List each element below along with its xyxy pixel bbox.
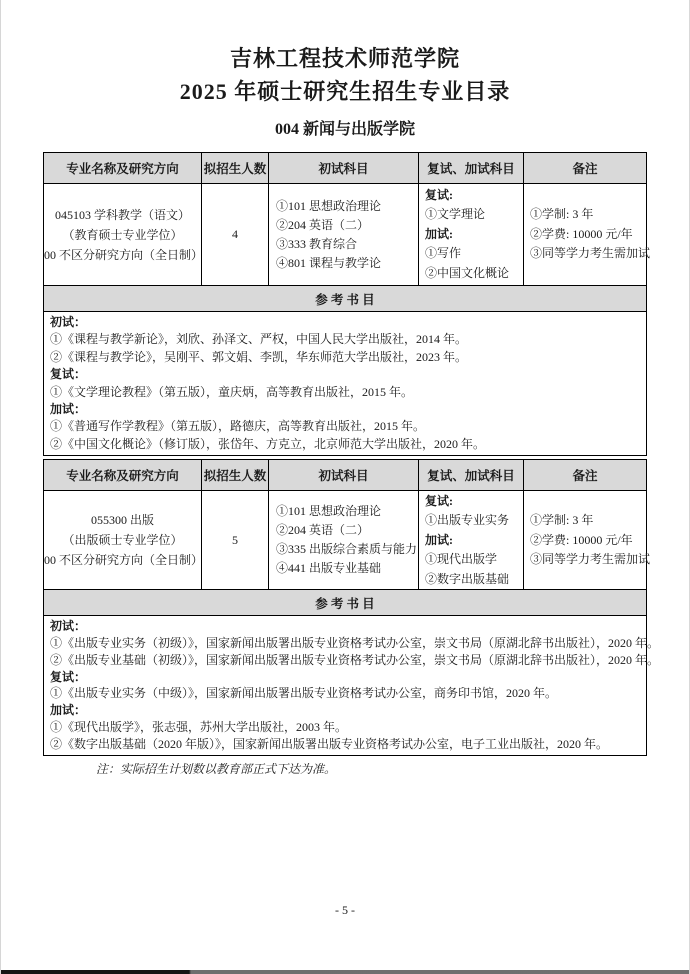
ref-book: ①《现代出版学》，张志强，苏州大学出版社，2003 年。: [50, 720, 348, 735]
catalog-title: 2025 年硕士研究生招生专业目录: [179, 79, 511, 104]
research-direction: 00 不区分研究方向（全日制）: [44, 247, 204, 262]
quota-cell: 4: [202, 184, 269, 286]
major-code-name: 055300 出版: [90, 513, 154, 528]
addtest-subject: ①写作: [425, 246, 462, 261]
reference-header-row: [44, 590, 647, 616]
initial-subject: ③333 教育综合: [276, 236, 358, 251]
header-remarks: 备注: [524, 460, 647, 491]
reference-body-row: [44, 616, 647, 755]
header-initial-subjects: 初试科目: [269, 153, 419, 184]
program-row: [44, 184, 647, 286]
initial-subject: ②204 英语（二）: [276, 217, 370, 232]
addtest-subject: ①现代出版学: [425, 552, 498, 566]
initial-subject: ④441 出版专业基础: [276, 561, 382, 576]
retest-subject: ①文学理论: [425, 207, 486, 222]
ref-book: ②《中国文化概论》（修订版），张岱年、方克立，北京师范大学出版社，2020 年。: [50, 436, 486, 451]
ref-retest-label: 复试：: [50, 367, 87, 382]
retest-subjects-cell: [419, 184, 524, 286]
ref-book: ①《出版专业实务（中级）》，国家新闻出版署出版专业资格考试办公室，商务印书馆，2020 年。: [50, 686, 558, 701]
research-direction: 00 不区分研究方向（全日制）: [44, 553, 204, 568]
retest-subject: ①出版专业实务: [425, 513, 510, 527]
header-quota: 拟招生人数: [202, 153, 269, 184]
initial-subjects-cell: [269, 184, 419, 286]
window-bottom-edge: [1, 970, 689, 974]
major-name-cell: [44, 184, 202, 286]
ref-addtest-label: 加试：: [50, 703, 87, 718]
remark-addtest: ③同等学力考生需加试: [530, 552, 651, 566]
ref-addtest-label: 加试：: [50, 402, 87, 417]
ref-book: ①《普通写作学教程》（第五版），路德庆，高等教育出版社，2015 年。: [50, 419, 426, 434]
header-major-name: 专业名称及研究方向: [44, 153, 202, 184]
header-retest-subjects: 复试、加试科目: [419, 153, 524, 184]
major-code-name: 045103 学科教学（语文）: [54, 207, 190, 222]
reference-body-row: [44, 312, 647, 456]
footnote: 注：实际招生计划数以教育部正式下达为准。: [96, 761, 337, 776]
ref-initial-label: 初试：: [50, 315, 87, 329]
addtest-subject: ②中国文化概论: [425, 265, 510, 280]
reference-books-title: 参 考 书 目: [44, 286, 647, 312]
reference-books-title: 参 考 书 目: [44, 590, 647, 616]
remarks-cell: [524, 184, 651, 286]
reference-books-cell: [44, 312, 647, 456]
program-table-055300: [43, 459, 660, 755]
ref-book: ①《出版专业实务（初级）》，国家新闻出版署出版专业资格考试办公室，崇文书局（原湖北辞书出版社），2020 年。: [50, 636, 660, 651]
page-number: - 5 -: [335, 903, 355, 917]
header-initial-subjects: 初试科目: [269, 460, 419, 491]
reference-books-cell: [44, 616, 660, 755]
retest-subjects-cell: [419, 491, 524, 590]
remark-tuition: ②学费: 10000 元/年: [530, 226, 633, 241]
remark-duration: ①学制: 3 年: [530, 207, 594, 222]
ref-book: ②《出版专业基础（初级）》，国家新闻出版署出版专业资格考试办公室，崇文书局（原湖北辞书出版社），2020 年。: [50, 652, 660, 667]
header-retest-subjects: 复试、加试科目: [419, 460, 524, 491]
ref-initial-label: 初试：: [50, 619, 87, 634]
remark-tuition: ②学费: 10000 元/年: [530, 532, 633, 547]
initial-subject: ④801 课程与教学论: [276, 255, 382, 270]
ref-book: ①《课程与教学新论》，刘欣、孙泽文、严权，中国人民大学出版社，2014 年。: [50, 332, 468, 347]
major-name-cell: [44, 491, 202, 590]
initial-subjects-cell: [269, 491, 419, 590]
initial-subject: ②204 英语（二）: [276, 523, 370, 538]
ref-book: ②《课程与教学论》，吴刚平、郭文娟、李凯，华东师范大学出版社，2023 年。: [50, 349, 468, 364]
quota-cell: 5: [202, 491, 269, 590]
document-header: [1, 0, 689, 143]
ref-retest-label: 复试：: [50, 669, 87, 684]
addtest-label: 加试:: [425, 532, 453, 547]
program-row: [44, 491, 647, 590]
university-title: 吉林工程技术师范学院: [229, 46, 460, 71]
ref-book: ①《文学理论教程》（第五版），童庆炳，高等教育出版社，2015 年。: [50, 384, 414, 399]
ref-book: ②《数字出版基础（2020 年版）》，国家新闻出版署出版专业资格考试办公室，电子工业出版社，2020 年。: [50, 736, 609, 751]
initial-subject: ③335 出版综合素质与能力: [276, 542, 418, 557]
program-table-045103: [43, 152, 651, 456]
addtest-label: 加试:: [425, 226, 453, 241]
school-section-title: 004 新闻与出版学院: [274, 121, 415, 138]
header-major-name: 专业名称及研究方向: [44, 460, 202, 491]
initial-subject: ①101 思想政治理论: [276, 504, 382, 519]
reference-header-row: [44, 286, 647, 312]
degree-type: （教育硕士专业学位）: [62, 227, 183, 242]
initial-subject: ①101 思想政治理论: [276, 198, 382, 213]
table-header-row: [44, 153, 647, 184]
retest-label: 复试:: [425, 493, 453, 508]
table-header-row: [44, 460, 647, 491]
remark-duration: ①学制: 3 年: [530, 513, 594, 527]
remarks-cell: [524, 491, 651, 590]
header-quota: 拟招生人数: [202, 460, 269, 491]
degree-type: （出版硕士专业学位）: [62, 533, 183, 548]
retest-label: 复试:: [425, 187, 453, 202]
remark-addtest: ③同等学力考生需加试: [530, 246, 651, 261]
addtest-subject: ②数字出版基础: [425, 571, 510, 586]
header-remarks: 备注: [524, 153, 647, 184]
